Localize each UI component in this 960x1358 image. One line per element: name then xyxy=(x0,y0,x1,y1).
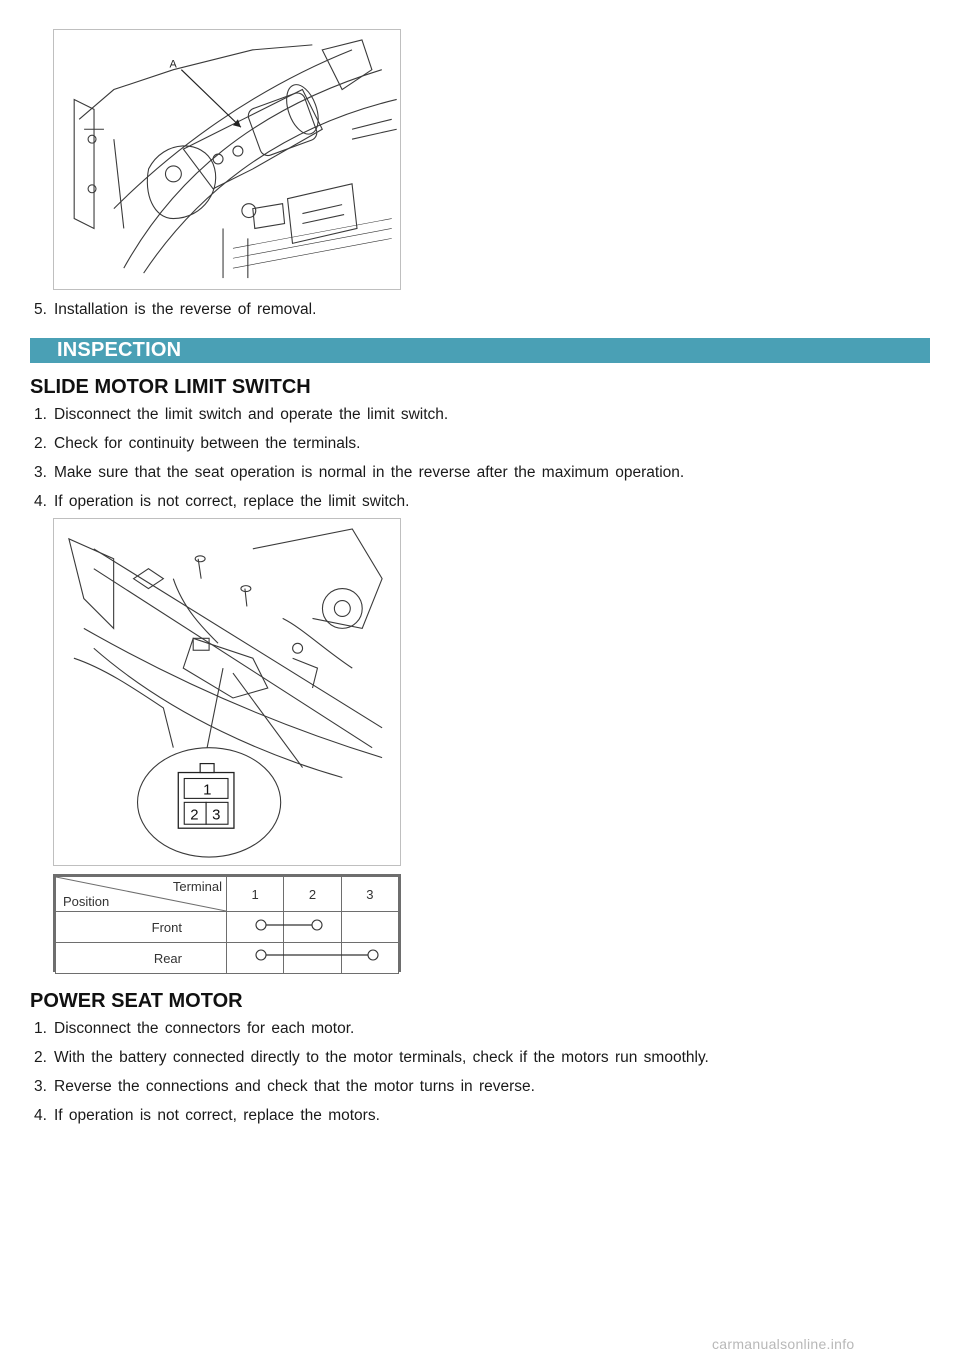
step-2: 2. Check for continuity between the terminals. xyxy=(34,435,361,452)
column-header: 3 xyxy=(341,877,398,912)
step-4: 4. If operation is not correct, replace the motors. xyxy=(34,1107,380,1124)
column-header: 1 xyxy=(227,877,284,912)
watermark-footer: carmanualsonline.info xyxy=(712,1336,855,1352)
table-header-row xyxy=(56,877,399,912)
step-1: 1. Disconnect the connectors for each motor. xyxy=(34,1020,355,1037)
column-header: 2 xyxy=(284,877,341,912)
connector-pin-2: 2 xyxy=(190,807,199,824)
corner-terminal-label: Terminal xyxy=(172,879,222,894)
table-row xyxy=(56,943,399,974)
connector-pin-3: 3 xyxy=(212,807,221,824)
slide-motor-illustration xyxy=(54,30,400,289)
step-5: 5. Installation is the reverse of removal. xyxy=(34,301,317,318)
inspection-title: INSPECTION xyxy=(57,339,182,361)
section-title-power-seat-motor: POWER SEAT MOTOR xyxy=(30,990,243,1012)
step-4: 4. If operation is not correct, replace the limit switch. xyxy=(34,493,410,510)
table-corner-cell xyxy=(56,877,227,912)
row-label: Front xyxy=(56,912,227,943)
figure-limit-switch xyxy=(53,518,401,866)
limit-switch-illustration xyxy=(54,519,400,865)
connector-pin-1: 1 xyxy=(203,782,212,799)
step-1: 1. Disconnect the limit switch and operate the limit switch. xyxy=(34,406,449,423)
corner-position-label: Position xyxy=(63,894,110,909)
table-row xyxy=(56,912,399,943)
figure-slide-motor xyxy=(53,29,401,290)
continuity-table xyxy=(53,874,401,972)
step-2: 2. With the battery connected directly to the motor terminals, check if the motors run smoothly. xyxy=(34,1049,709,1066)
step-3: 3. Reverse the connections and check that the motor turns in reverse. xyxy=(34,1078,535,1095)
section-title-limit-switch: SLIDE MOTOR LIMIT SWITCH xyxy=(30,376,311,398)
connector-detail xyxy=(138,748,281,857)
callout-label: A xyxy=(169,58,177,71)
row-label: Rear xyxy=(56,943,227,974)
step-3: 3. Make sure that the seat operation is normal in the reverse after the maximum operation. xyxy=(34,464,685,481)
callout-leader xyxy=(181,70,241,128)
inspection-bar xyxy=(30,338,930,363)
